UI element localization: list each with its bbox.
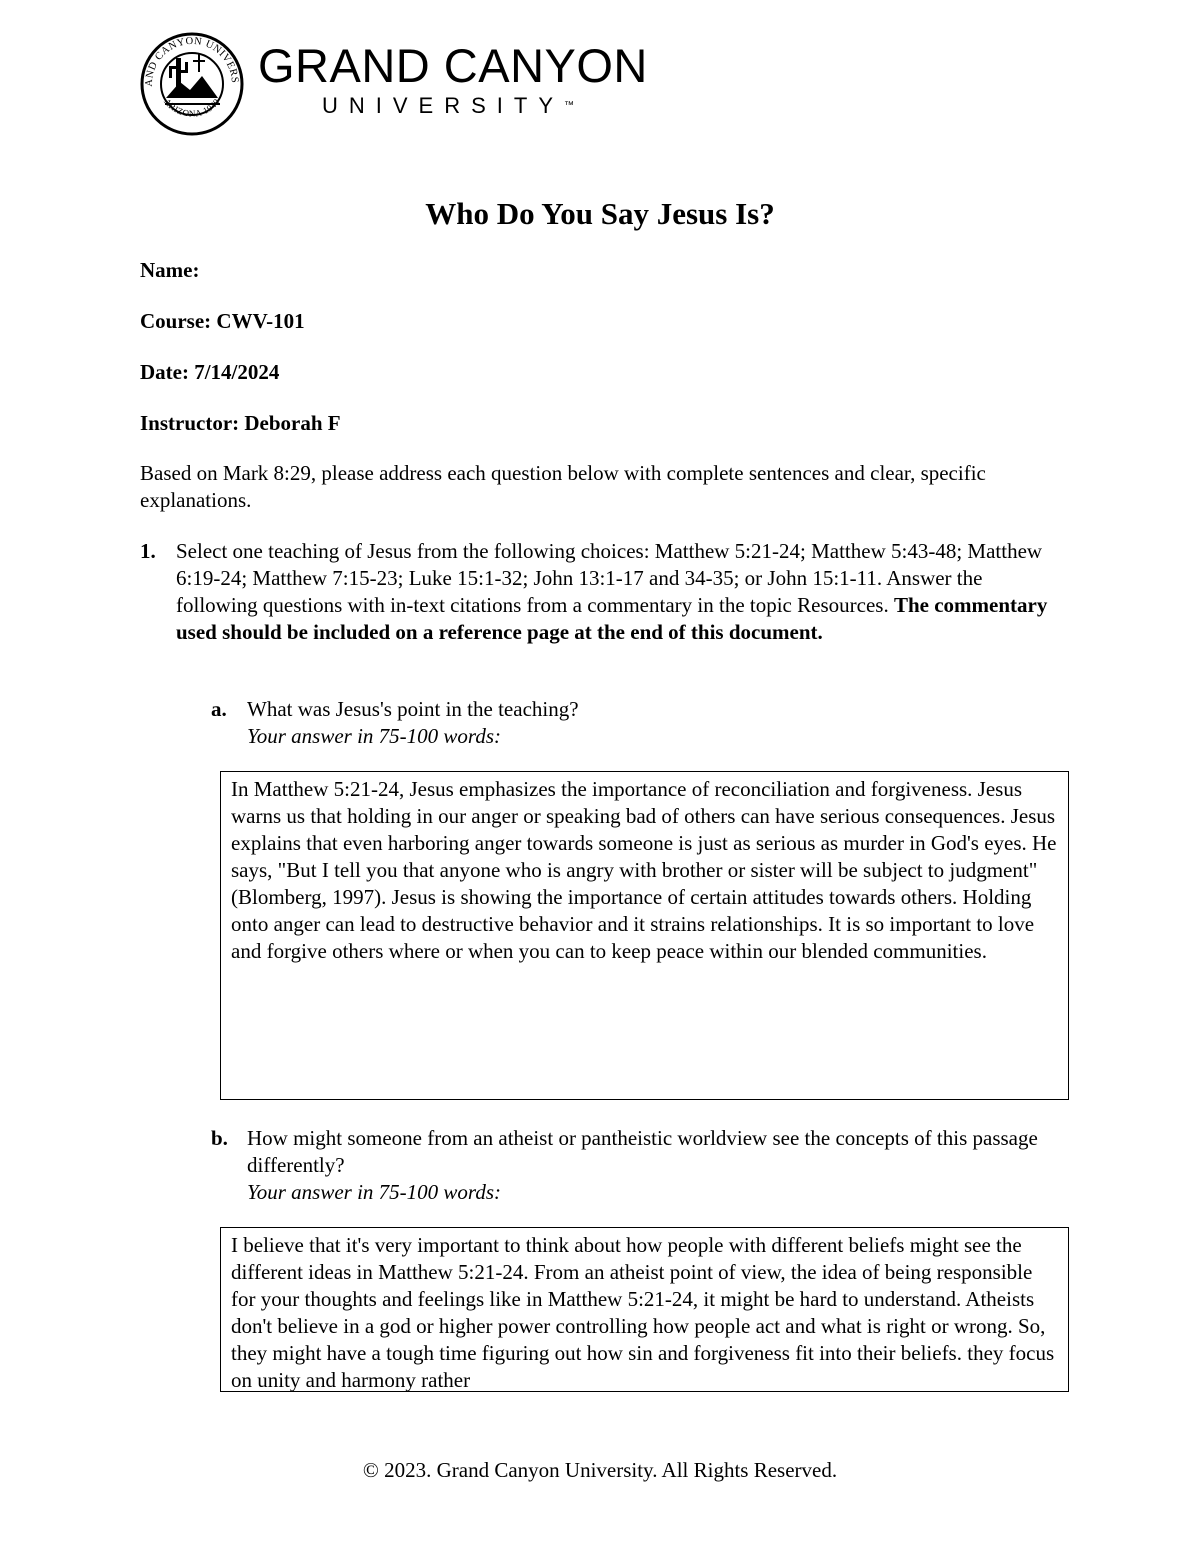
university-logo <box>140 32 648 136</box>
copyright-footer: © 2023. Grand Canyon University. All Rights Reserved. <box>362 1458 838 1482</box>
trademark-mark: ™ <box>564 100 575 111</box>
svg-text:ARIZONA 1949: ARIZONA 1949 <box>162 96 222 119</box>
question-1-bold-note: The commentary used should be included on a reference page at the end of this document. <box>176 593 1048 644</box>
subquestion-a-text: What was Jesus's point in the teaching? <box>247 697 579 721</box>
name-field: Name: <box>140 258 200 282</box>
question-number: 1. <box>140 539 156 563</box>
subquestion-b-letter: b. <box>211 1126 228 1150</box>
date-field: Date: 7/14/2024 <box>140 360 280 384</box>
intro-paragraph: Based on Mark 8:29, please address each question below with complete sentences and clear, specific explanations. <box>140 461 986 512</box>
page-title: Who Do You Say Jesus Is? <box>425 196 775 231</box>
subquestion-b-text: How might someone from an atheist or pantheistic worldview see the concepts of this passage differently? <box>247 1126 1038 1177</box>
logo-name-line1: GRAND CANYON <box>258 39 648 92</box>
subquestion-b-prompt: Your answer in 75-100 words: <box>247 1180 501 1204</box>
answer-box-a[interactable]: In Matthew 5:21-24, Jesus emphasizes the importance of reconciliation and forgiveness. Jesus warns us that holding in our anger or speaking bad of others can have serious consequences. Jesus explains that even harboring anger towards someone is just as serious as murder in God's eyes. He says, "But I tell you that anyone who is angry with brother or sister will be subject to judgment" (Blomberg, 1997). Jesus is showing the importance of certain attitudes towards others. Holding onto anger can lead to destructive behavior and it strains relationships. It is so important to love and forgive others where or when you can to keep peace within our blended communities. <box>220 771 1069 1100</box>
course-field: Course: CWV-101 <box>140 309 305 333</box>
question-1-text <box>176 538 1056 646</box>
subquestion-a-letter: a. <box>211 697 227 721</box>
subquestion-a-prompt: Your answer in 75-100 words: <box>247 724 501 748</box>
question-1-instructions: Select one teaching of Jesus from the following choices: Matthew 5:21-24; Matthew 5:43-48; Matthew 6:19-24; Matthew 7:15-23; Luke 15:1-32; John 13:1-17 and 34-35; or John 15:1-11. Answer the following questions with in-text citations from a commentary in the topic Resources. <box>176 539 1043 617</box>
instructor-field: Instructor: Deborah F <box>140 411 341 435</box>
svg-text:GRAND CANYON UNIVERSITY: AND CANYON UNIVERS <box>143 35 241 87</box>
logo-name-line2: UNIVERSITY™ <box>322 93 575 118</box>
answer-box-b[interactable]: I believe that it's very important to think about how people with different beliefs might see the different ideas in Matthew 5:21-24. From an atheist point of view, the idea of being responsible for your thoughts and feelings like in Matthew 5:21-24, it might be hard to understand. Atheists don't believe in a god or higher power controlling how people act and what is right or wrong. So, they might have a tough time figuring out how sin and forgiveness fit into their beliefs. they focus on unity and harmony rather <box>220 1227 1069 1392</box>
